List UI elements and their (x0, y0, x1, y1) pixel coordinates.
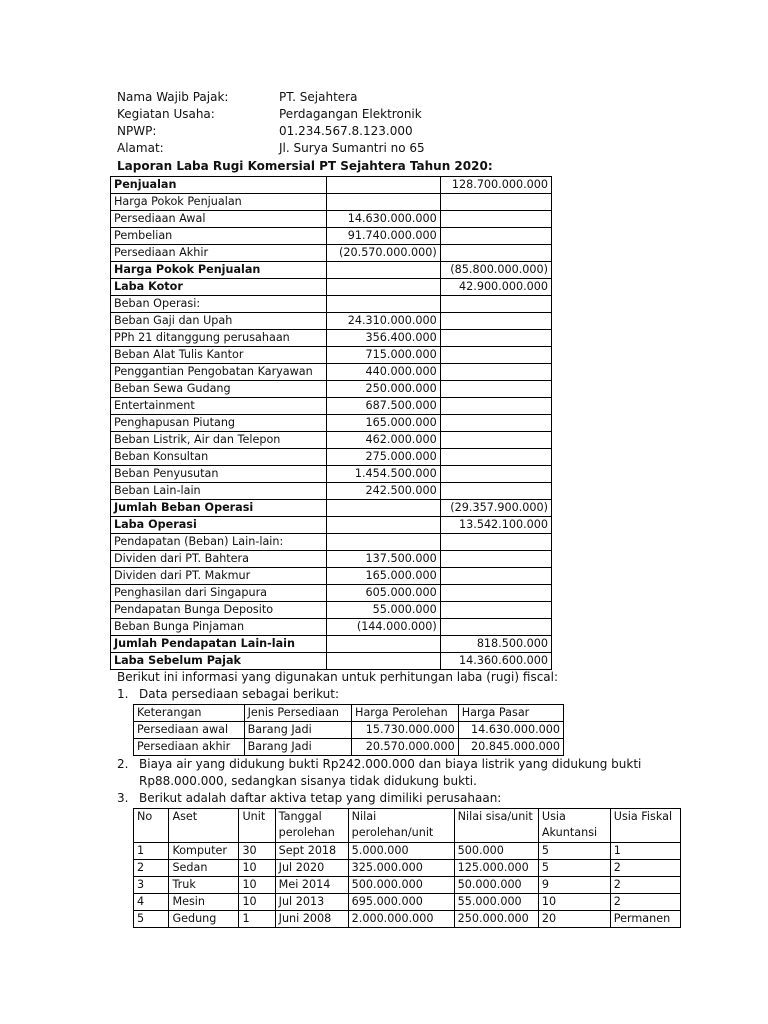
income-statement-table (110, 176, 552, 670)
line-item-label: Persediaan Awal (111, 211, 327, 228)
table-cell: Mesin (169, 894, 239, 911)
table-row (134, 843, 681, 860)
table-row (111, 296, 552, 313)
column-header: Unit (239, 809, 275, 843)
intro-text: Berikut ini informasi yang digunakan untuk perhitungan laba (rugi) fiscal: (117, 670, 559, 684)
column-header: Keterangan (134, 705, 245, 722)
line-item-label: Harga Pokok Penjualan (111, 194, 327, 211)
line-item-label: Dividen dari PT. Bahtera (111, 551, 327, 568)
line-item-total (440, 602, 551, 619)
table-cell: Persediaan awal (134, 722, 245, 739)
report-title: Laporan Laba Rugi Komersial PT Sejahtera Tahun 2020: (117, 159, 493, 173)
line-item-amount: 715.000.000 (327, 347, 440, 364)
table-cell: 10 (239, 877, 275, 894)
table-cell: 325.000.000 (348, 860, 454, 877)
line-item-label: Pembelian (111, 228, 327, 245)
line-item-total: 128.700.000.000 (440, 177, 551, 194)
table-cell: 50.000.000 (454, 877, 538, 894)
line-item-label: Beban Penyusutan (111, 466, 327, 483)
line-item-amount (327, 262, 440, 279)
line-item-amount: (144.000.000) (327, 619, 440, 636)
line-item-total (440, 347, 551, 364)
line-item-amount (327, 500, 440, 517)
table-row (134, 739, 564, 756)
line-item-label: Beban Sewa Gudang (111, 381, 327, 398)
table-cell: Barang Jadi (244, 739, 351, 756)
table-cell: 14.630.000.000 (458, 722, 563, 739)
line-item-total: 42.900.000.000 (440, 279, 551, 296)
line-item-total (440, 585, 551, 602)
table-row (111, 534, 552, 551)
table-cell: 20.570.000.000 (352, 739, 459, 756)
line-item-label: Laba Kotor (111, 279, 327, 296)
table-cell: Permanen (610, 911, 680, 928)
line-item-label: Laba Sebelum Pajak (111, 653, 327, 670)
table-cell: Sept 2018 (275, 843, 348, 860)
table-cell: Juni 2008 (275, 911, 348, 928)
line-item-amount (327, 194, 440, 211)
table-cell: 5 (134, 911, 169, 928)
table-row (111, 551, 552, 568)
line-item-amount: 440.000.000 (327, 364, 440, 381)
line-item-total (440, 398, 551, 415)
table-cell: Jul 2013 (275, 894, 348, 911)
line-item-amount (327, 653, 440, 670)
table-cell: 5 (538, 860, 610, 877)
table-row (111, 279, 552, 296)
line-item-amount: 356.400.000 (327, 330, 440, 347)
table-cell: 10 (538, 894, 610, 911)
line-item-amount: (20.570.000.000) (327, 245, 440, 262)
table-row (111, 245, 552, 262)
line-item-label: Penghapusan Piutang (111, 415, 327, 432)
table-row (111, 330, 552, 347)
item-2-continued: Rp88.000.000, sedangkan sisanya tidak didukung bukti. (139, 774, 477, 788)
table-row (134, 894, 681, 911)
line-item-label: Pendapatan Bunga Deposito (111, 602, 327, 619)
line-item-label: Entertainment (111, 398, 327, 415)
table-row (111, 568, 552, 585)
line-item-total (440, 432, 551, 449)
column-header: Harga Perolehan (352, 705, 459, 722)
table-cell: Sedan (169, 860, 239, 877)
table-row (111, 653, 552, 670)
table-row (134, 860, 681, 877)
table-row (134, 722, 564, 739)
table-cell: 250.000.000 (454, 911, 538, 928)
table-header-row (134, 705, 564, 722)
line-item-amount: 250.000.000 (327, 381, 440, 398)
line-item-total (440, 568, 551, 585)
table-cell: 15.730.000.000 (352, 722, 459, 739)
table-cell: 500.000.000 (348, 877, 454, 894)
table-cell: 2 (610, 860, 680, 877)
table-cell: 4 (134, 894, 169, 911)
line-item-amount: 14.630.000.000 (327, 211, 440, 228)
header-business-activity: Kegiatan Usaha: Perdagangan Elektronik (117, 107, 422, 121)
item-3: 3. Berikut adalah daftar aktiva tetap yang dimiliki perusahaan: (117, 791, 502, 805)
line-item-label: Beban Bunga Pinjaman (111, 619, 327, 636)
header-npwp: NPWP: 01.234.567.8.123.000 (117, 124, 413, 138)
table-row (111, 228, 552, 245)
table-row (111, 500, 552, 517)
column-header: No (134, 809, 169, 843)
line-item-label: Harga Pokok Penjualan (111, 262, 327, 279)
line-item-total (440, 466, 551, 483)
line-item-amount: 165.000.000 (327, 415, 440, 432)
table-cell: 1 (239, 911, 275, 928)
line-item-amount (327, 296, 440, 313)
table-cell: Barang Jadi (244, 722, 351, 739)
table-row (111, 177, 552, 194)
table-cell: 10 (239, 860, 275, 877)
line-item-amount (327, 279, 440, 296)
line-item-amount: 91.740.000.000 (327, 228, 440, 245)
column-header: Nilai perolehan/unit (348, 809, 454, 843)
table-cell: Persediaan akhir (134, 739, 245, 756)
table-row (111, 262, 552, 279)
table-cell: 3 (134, 877, 169, 894)
line-item-total (440, 194, 551, 211)
table-row (111, 381, 552, 398)
line-item-total (440, 381, 551, 398)
table-cell: 5 (538, 843, 610, 860)
line-item-amount: 137.500.000 (327, 551, 440, 568)
line-item-amount: 242.500.000 (327, 483, 440, 500)
line-item-label: Beban Lain-lain (111, 483, 327, 500)
table-row (111, 483, 552, 500)
table-cell: 10 (239, 894, 275, 911)
line-item-label: Jumlah Pendapatan Lain-lain (111, 636, 327, 653)
column-header: Usia Fiskal (610, 809, 680, 843)
line-item-total (440, 211, 551, 228)
table-cell: 2.000.000.000 (348, 911, 454, 928)
line-item-total (440, 330, 551, 347)
table-cell: Jul 2020 (275, 860, 348, 877)
line-item-amount: 165.000.000 (327, 568, 440, 585)
line-item-amount: 24.310.000.000 (327, 313, 440, 330)
inventory-table (133, 704, 564, 756)
line-item-total: 14.360.600.000 (440, 653, 551, 670)
table-cell: 125.000.000 (454, 860, 538, 877)
line-item-label: Beban Operasi: (111, 296, 327, 313)
line-item-total (440, 296, 551, 313)
table-row (111, 466, 552, 483)
table-cell: 2 (134, 860, 169, 877)
line-item-amount: 687.500.000 (327, 398, 440, 415)
line-item-total (440, 313, 551, 330)
column-header: Nilai sisa/unit (454, 809, 538, 843)
table-cell: 9 (538, 877, 610, 894)
line-item-label: Pendapatan (Beban) Lain-lain: (111, 534, 327, 551)
line-item-total (440, 551, 551, 568)
line-item-label: Penghasilan dari Singapura (111, 585, 327, 602)
line-item-total: (29.357.900.000) (440, 500, 551, 517)
table-cell: 2 (610, 877, 680, 894)
line-item-amount (327, 177, 440, 194)
column-header: Usia Akuntansi (538, 809, 610, 843)
item-2: 2. Biaya air yang didukung bukti Rp242.000.000 dan biaya listrik yang didukung bukti (117, 757, 642, 771)
line-item-label: Beban Listrik, Air dan Telepon (111, 432, 327, 449)
table-cell: 1 (610, 843, 680, 860)
line-item-label: Dividen dari PT. Makmur (111, 568, 327, 585)
table-row (111, 449, 552, 466)
table-row (111, 313, 552, 330)
column-header: Jenis Persediaan (244, 705, 351, 722)
line-item-amount (327, 517, 440, 534)
table-cell: 695.000.000 (348, 894, 454, 911)
line-item-label: Penggantian Pengobatan Karyawan (111, 364, 327, 381)
line-item-total (440, 483, 551, 500)
table-cell: 2 (610, 894, 680, 911)
line-item-label: Beban Konsultan (111, 449, 327, 466)
table-cell: 500.000 (454, 843, 538, 860)
line-item-amount: 605.000.000 (327, 585, 440, 602)
table-cell: 20 (538, 911, 610, 928)
line-item-total (440, 534, 551, 551)
line-item-label: Beban Alat Tulis Kantor (111, 347, 327, 364)
line-item-label: Laba Operasi (111, 517, 327, 534)
line-item-amount: 275.000.000 (327, 449, 440, 466)
line-item-total: (85.800.000.000) (440, 262, 551, 279)
table-row (111, 415, 552, 432)
line-item-amount: 462.000.000 (327, 432, 440, 449)
table-cell: 5.000.000 (348, 843, 454, 860)
table-row (111, 347, 552, 364)
fixed-assets-table (133, 808, 681, 928)
table-row (111, 619, 552, 636)
table-row (134, 911, 681, 928)
line-item-total (440, 619, 551, 636)
line-item-label: Beban Gaji dan Upah (111, 313, 327, 330)
line-item-total (440, 228, 551, 245)
table-row (111, 398, 552, 415)
table-cell: Komputer (169, 843, 239, 860)
table-row (111, 364, 552, 381)
table-cell: 30 (239, 843, 275, 860)
line-item-total: 13.542.100.000 (440, 517, 551, 534)
table-row (111, 602, 552, 619)
table-row (111, 636, 552, 653)
column-header: Harga Pasar (458, 705, 563, 722)
table-row (111, 194, 552, 211)
line-item-total (440, 364, 551, 381)
table-cell: Gedung (169, 911, 239, 928)
line-item-total (440, 449, 551, 466)
table-row (134, 877, 681, 894)
table-cell: Truk (169, 877, 239, 894)
header-taxpayer-name: Nama Wajib Pajak: PT. Sejahtera (117, 90, 358, 104)
line-item-amount: 55.000.000 (327, 602, 440, 619)
line-item-amount (327, 636, 440, 653)
table-cell: 1 (134, 843, 169, 860)
column-header: Tanggal perolehan (275, 809, 348, 843)
line-item-total (440, 245, 551, 262)
line-item-label: Penjualan (111, 177, 327, 194)
table-row (111, 432, 552, 449)
line-item-label: PPh 21 ditanggung perusahaan (111, 330, 327, 347)
table-row (111, 585, 552, 602)
table-cell: 20.845.000.000 (458, 739, 563, 756)
item-1: 1. Data persediaan sebagai berikut: (117, 687, 340, 701)
line-item-amount (327, 534, 440, 551)
line-item-label: Persediaan Akhir (111, 245, 327, 262)
table-row (111, 517, 552, 534)
table-cell: Mei 2014 (275, 877, 348, 894)
line-item-total (440, 415, 551, 432)
line-item-amount: 1.454.500.000 (327, 466, 440, 483)
table-cell: 55.000.000 (454, 894, 538, 911)
line-item-total: 818.500.000 (440, 636, 551, 653)
line-item-label: Jumlah Beban Operasi (111, 500, 327, 517)
header-address: Alamat: Jl. Surya Sumantri no 65 (117, 141, 425, 155)
table-header-row (134, 809, 681, 843)
column-header: Aset (169, 809, 239, 843)
table-row (111, 211, 552, 228)
